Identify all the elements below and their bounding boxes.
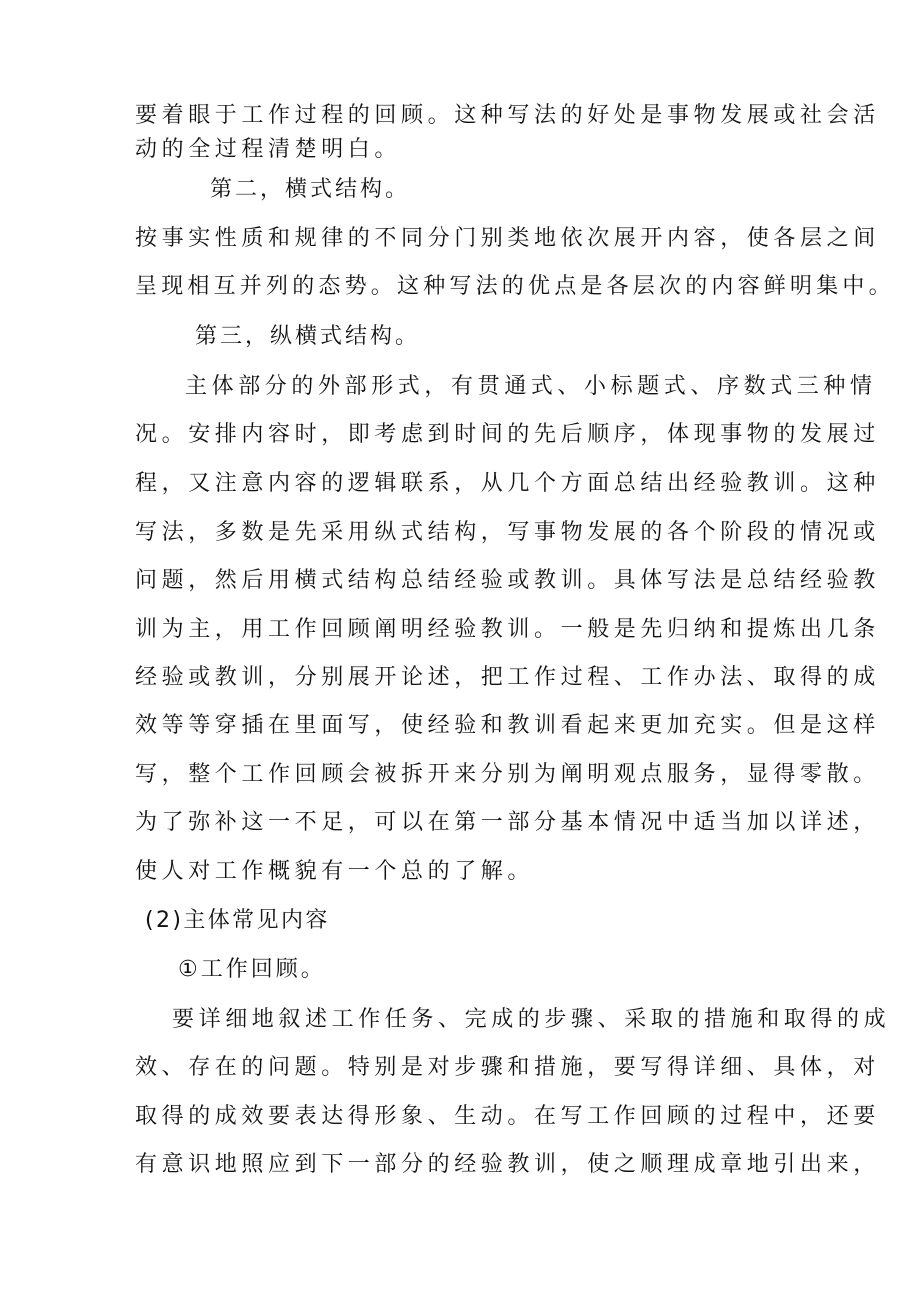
text-line-8: 况。安排内容时，即考虑到时间的先后顺序，体现事物的发展过 [135,422,880,447]
text-line-7: 主体部分的外部形式，有贯通式、小标题式、序数式三种情 [185,374,877,399]
text-line-1: 要着眼于工作过程的回顾。这种写法的好处是事物发展或社会活 [135,103,880,128]
text-line-22: 取得的成效要表达得形象、生动。在写工作回顾的过程中，还要 [135,1104,880,1129]
section-heading-main-content: (2)主体常见内容 [145,908,330,933]
heading-combined-structure: 第三，纵横式结构。 [195,324,421,349]
text-line-11: 问题，然后用横式结构总结经验或教训。具体写法是总结经验教 [135,568,880,593]
text-line-16: 为了弥补这一不足，可以在第一部分基本情况中适当加以详述， [135,810,880,835]
text-line-2: 动的全过程清楚明白。 [135,137,402,162]
text-line-17: 使人对工作概貌有一个总的了解。 [135,859,535,884]
text-line-13: 经验或教训，分别展开论述，把工作过程、工作办法、取得的成 [135,665,880,690]
text-line-14: 效等等穿插在里面写，使经验和教训看起来更加充实。但是这样 [135,713,880,738]
heading-horizontal-structure: 第二，横式结构。 [210,177,411,202]
subheading-work-review: ①工作回顾。 [178,957,326,982]
text-line-5: 呈现相互并列的态势。这种写法的优点是各层次的内容鲜明集中。 [135,274,895,299]
text-line-15: 写，整个工作回顾会被拆开来分别为阐明观点服务，显得零散。 [135,762,880,787]
text-line-20: 要详细地叙述工作任务、完成的步骤、采取的措施和取得的成 [172,1007,891,1032]
text-line-12: 训为主，用工作回顾阐明经验教训。一般是先归纳和提炼出几条 [135,617,880,642]
text-line-4: 按事实性质和规律的不同分门别类地依次展开内容，使各层之间 [135,226,880,251]
text-line-23: 有意识地照应到下一部分的经验教训，使之顺理成章地引出来， [135,1152,880,1177]
text-line-9: 程，又注意内容的逻辑联系，从几个方面总结出经验教训。这种 [135,471,880,496]
text-line-21: 效、存在的问题。特别是对步骤和措施，要写得详细、具体，对 [135,1055,880,1080]
text-line-10: 写法，多数是先采用纵式结构，写事物发展的各个阶段的情况或 [135,520,880,545]
